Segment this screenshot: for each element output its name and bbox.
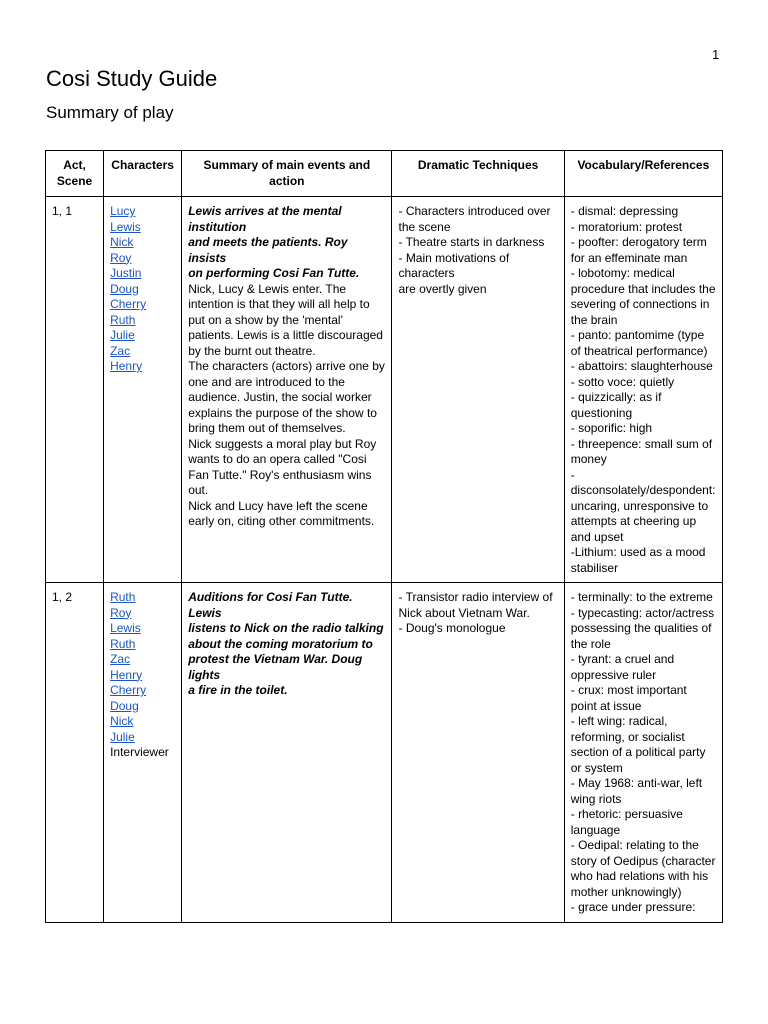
- character-link[interactable]: Doug: [110, 698, 139, 713]
- document-subtitle: Summary of play: [46, 103, 174, 122]
- summary-cell: [182, 197, 392, 583]
- header-vocab: Vocabulary/References: [564, 151, 722, 197]
- techniques-cell: [392, 583, 564, 923]
- character-link[interactable]: Doug: [110, 281, 139, 296]
- page-number: 1: [712, 47, 720, 62]
- vocab-item: - sotto voce: quietly: [570, 374, 675, 389]
- summary-heading-text: listens to Nick on the radio talking: [188, 621, 384, 635]
- character-link[interactable]: Lucy: [110, 204, 136, 218]
- character-link[interactable]: Henry: [110, 667, 143, 682]
- vocab-item: - terminally: to the extreme: [570, 590, 713, 604]
- character-link[interactable]: Nick: [110, 714, 134, 728]
- vocab-item: - moratorium: protest: [570, 219, 683, 234]
- character-link[interactable]: Roy: [110, 250, 132, 265]
- character-link[interactable]: Roy: [110, 605, 132, 620]
- table-row: [46, 583, 723, 923]
- table-header-row: [46, 151, 723, 197]
- summary-heading-text: Lewis arrives at the mental institution: [188, 204, 342, 234]
- header-summary: Summary of main events and action: [182, 151, 392, 197]
- vocab-item: - lobotomy: medical procedure that includes the severing of connections in the brain: [570, 266, 716, 327]
- vocab-item: - typecasting: actor/actress possessing the qualities of the role: [570, 605, 715, 651]
- technique-item: - Characters introduced over the scene: [398, 204, 551, 234]
- character-link[interactable]: Lewis: [110, 219, 141, 234]
- character-link[interactable]: Henry: [110, 359, 143, 373]
- summary-text: Nick, Lucy & Lewis enter. The intention is that they will all help to put on a show by the 'mental' patients. Lewis is a little discouraged by the burnt out theatre.: [188, 281, 383, 358]
- technique-item: - Main motivations of characters: [398, 250, 510, 280]
- character-link[interactable]: Julie: [110, 729, 135, 744]
- technique-item: - Theatre starts in darkness: [398, 235, 545, 249]
- technique-item: - Doug's monologue: [398, 621, 506, 635]
- summary-table: [45, 150, 723, 923]
- character-link[interactable]: Lewis: [110, 621, 141, 635]
- summary-heading-text: about the coming moratorium to protest the Vietnam War. Doug lights: [188, 636, 373, 682]
- vocab-item: - tyrant: a cruel and oppressive ruler: [570, 652, 675, 682]
- act-scene-cell: 1, 1: [46, 197, 104, 583]
- characters-cell: [104, 583, 182, 923]
- vocab-item: - rhetoric: persuasive language: [570, 807, 683, 837]
- character-link[interactable]: Ruth: [110, 636, 136, 651]
- table-row: [46, 197, 723, 583]
- technique-item: are overtly given: [398, 281, 487, 296]
- techniques-cell: [392, 197, 564, 583]
- summary-cell: [182, 583, 392, 923]
- summary-heading-text: and meets the patients. Roy insists: [188, 235, 348, 265]
- summary-heading-text: a fire in the toilet.: [188, 683, 288, 697]
- vocab-item: - soporific: high: [570, 421, 653, 435]
- document-title: Cosi Study Guide: [46, 66, 218, 91]
- character-link[interactable]: Cherry: [110, 683, 147, 697]
- header-act: Act, Scene: [46, 151, 104, 197]
- character-label: Interviewer: [110, 745, 169, 759]
- character-link[interactable]: Ruth: [110, 312, 136, 327]
- character-link[interactable]: Justin: [110, 266, 142, 280]
- vocab-cell: [564, 197, 722, 583]
- header-techniques: Dramatic Techniques: [392, 151, 564, 197]
- characters-cell: [104, 197, 182, 583]
- vocab-item: - panto: pantomime (type of theatrical performance): [570, 328, 708, 358]
- header-characters: Characters: [104, 151, 182, 197]
- character-link[interactable]: Nick: [110, 235, 134, 249]
- vocab-cell: [564, 583, 722, 923]
- vocab-item: - disconsolately/despondent: uncaring, unresponsive to attempts at cheering up and upset: [570, 467, 716, 544]
- character-link[interactable]: Julie: [110, 328, 135, 342]
- vocab-item: -Lithium: used as a mood stabiliser: [570, 545, 706, 575]
- vocab-item: - poofter: derogatory term for an effeminate man: [570, 235, 707, 265]
- vocab-item: - grace under pressure:: [570, 900, 696, 914]
- vocab-item: - quizzically: as if questioning: [570, 390, 662, 420]
- summary-text: The characters (actors) arrive one by one and are introduced to the audience. Justin, the social worker explains the purpose of the show to bring them out of themselves.: [188, 359, 385, 435]
- summary-heading-text: Auditions for Cosi Fan Tutte. Lewis: [188, 590, 353, 620]
- vocab-item: - threepence: small sum of money: [570, 436, 713, 466]
- vocab-item: - Oedipal: relating to the story of Oedipus (character who had relations with his mother unknowingly): [570, 838, 716, 899]
- technique-item: Nick about Vietnam War.: [398, 605, 530, 620]
- vocab-item: - abattoirs: slaughterhouse: [570, 359, 713, 373]
- summary-heading-text: on performing Cosi Fan Tutte.: [188, 266, 360, 280]
- vocab-item: - left wing: radical, reforming, or socialist section of a political party or system: [570, 714, 706, 775]
- act-scene-cell: 1, 2: [46, 583, 104, 923]
- vocab-item: - crux: most important point at issue: [570, 683, 687, 713]
- summary-text: Nick and Lucy have left the scene early on, citing other commitments.: [188, 498, 375, 528]
- character-link[interactable]: Zac: [110, 343, 131, 358]
- vocab-item: - dismal: depressing: [570, 204, 679, 218]
- vocab-item: - May 1968: anti-war, left wing riots: [570, 776, 703, 806]
- technique-item: - Transistor radio interview of: [398, 590, 553, 604]
- summary-text: Nick suggests a moral play but Roy wants to do an opera called "Cosi Fan Tutte." Roy's enthusiasm wins out.: [188, 436, 377, 497]
- character-link[interactable]: Ruth: [110, 590, 136, 604]
- character-link[interactable]: Cherry: [110, 297, 147, 311]
- character-link[interactable]: Zac: [110, 652, 131, 666]
- table-body: [46, 197, 723, 923]
